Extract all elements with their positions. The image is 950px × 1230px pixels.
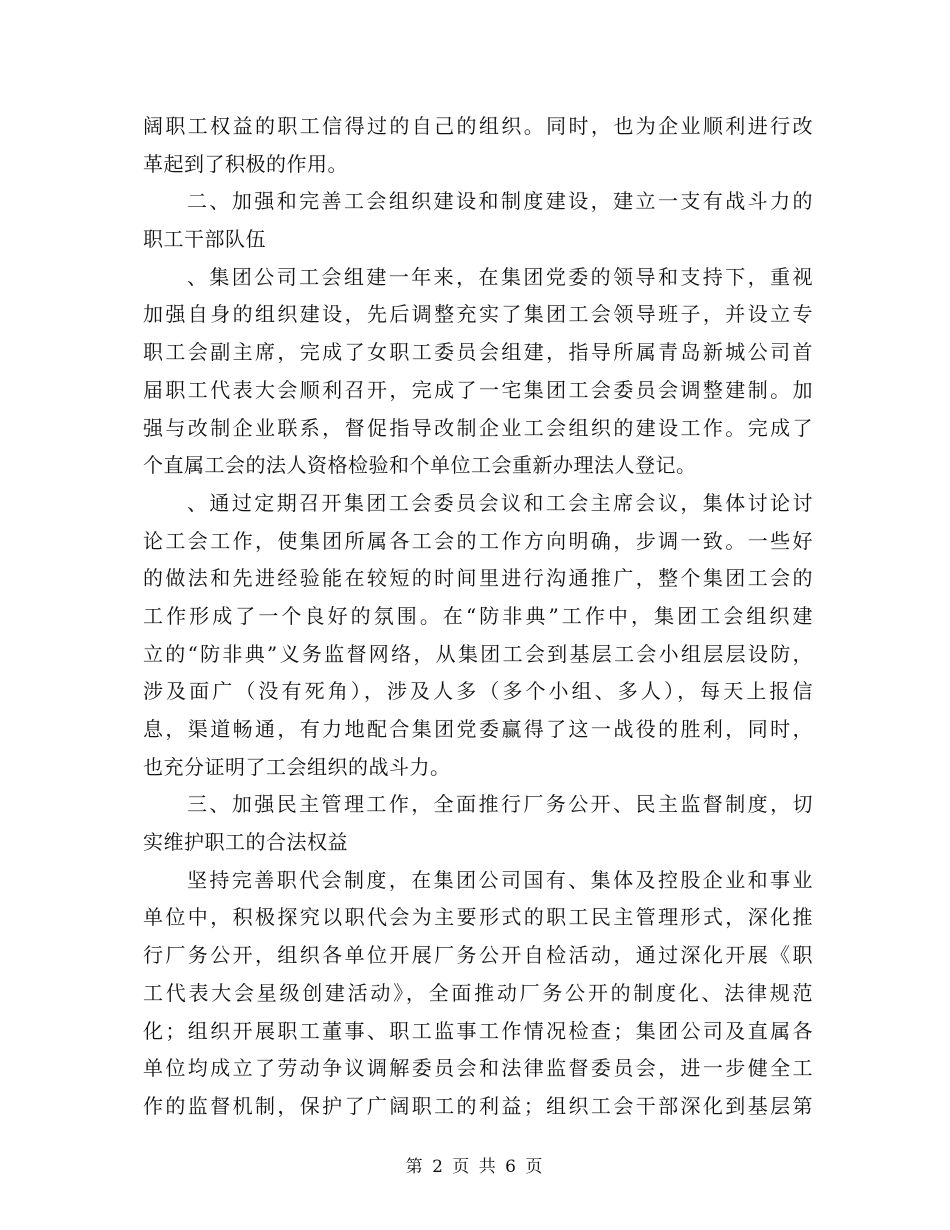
text-line: 的做法和先进经验能在较短的时间里进行沟通推广，整个集团工会的 xyxy=(143,566,813,591)
text-line: 职工会副主席，完成了女职工委员会组建，指导所属青岛新城公司首 xyxy=(143,340,813,365)
text-line: 单位均成立了劳动争议调解委员会和法律监督委员会，进一步健全工 xyxy=(143,1056,813,1081)
text-line: 立的“防非典”义务监督网络，从集团工会到基层工会小组层层设防， xyxy=(143,641,813,666)
text-line: 坚持完善职代会制度，在集团公司国有、集体及控股企业和事业 xyxy=(187,867,813,892)
text-line: 化；组织开展职工董事、职工监事工作情况检查；集团公司及直属各 xyxy=(143,1018,813,1043)
text-line: 工代表大会星级创建活动》，全面推动厂务公开的制度化、法律规范 xyxy=(143,980,813,1005)
text-line: 息，渠道畅通，有力地配合集团党委赢得了这一战役的胜利，同时， xyxy=(143,717,813,741)
text-line: 强与改制企业联系，督促指导改制企业工会组织的建设工作。完成了 xyxy=(143,415,813,440)
text-line: 涉及面广（没有死角），涉及人多（多个小组、多人），每天上报信 xyxy=(143,679,813,704)
text-line: 届职工代表大会顺利召开，完成了一宅集团工会委员会调整建制。加 xyxy=(143,377,813,402)
page-footer: 第 2 页 共 6 页 xyxy=(405,1157,545,1177)
text-line: 作的监督机制，保护了广阔职工的利益；组织工会干部深化到基层第 xyxy=(143,1093,813,1118)
text-line: 、集团公司工会组建一年来，在集团党委的领导和支持下，重视 xyxy=(187,264,813,289)
section-heading-line: 职工干部队伍 xyxy=(143,227,266,252)
text-line: 也充分证明了工会组织的战斗力。 xyxy=(143,754,451,779)
section-heading-line: 实维护职工的合法权益 xyxy=(143,830,348,855)
text-line: 革起到了积极的作用。 xyxy=(143,151,348,176)
text-line: 个直属工会的法人资格检验和个单位工会重新办理法人登记。 xyxy=(143,453,697,478)
section-heading-line: 三、加强民主管理工作，全面推行厂务公开、民主监督制度，切 xyxy=(187,792,813,817)
document-body xyxy=(143,108,813,1126)
text-line: 工作形成了一个良好的氛围。在“防非典”工作中，集团工会组织建 xyxy=(143,603,813,628)
section-heading-line: 二、加强和完善工会组织建设和制度建设，建立一支有战斗力的 xyxy=(187,189,813,214)
text-line: 论工会工作，使集团所属各工会的工作方向明确，步调一致。一些好 xyxy=(143,528,813,553)
text-line: 单位中，积极探究以职代会为主要形式的职工民主管理形式，深化推 xyxy=(143,905,813,930)
text-line: 、通过定期召开集团工会委员会议和工会主席会议，集体讨论讨 xyxy=(187,490,813,515)
text-line: 加强自身的组织建设，先后调整充实了集团工会领导班子，并设立专 xyxy=(143,302,813,327)
text-line: 阔职工权益的职工信得过的自己的组织。同时，也为企业顺利进行改 xyxy=(143,114,813,138)
text-line: 行厂务公开，组织各单位开展厂务公开自检活动，通过深化开展《职 xyxy=(143,943,813,968)
